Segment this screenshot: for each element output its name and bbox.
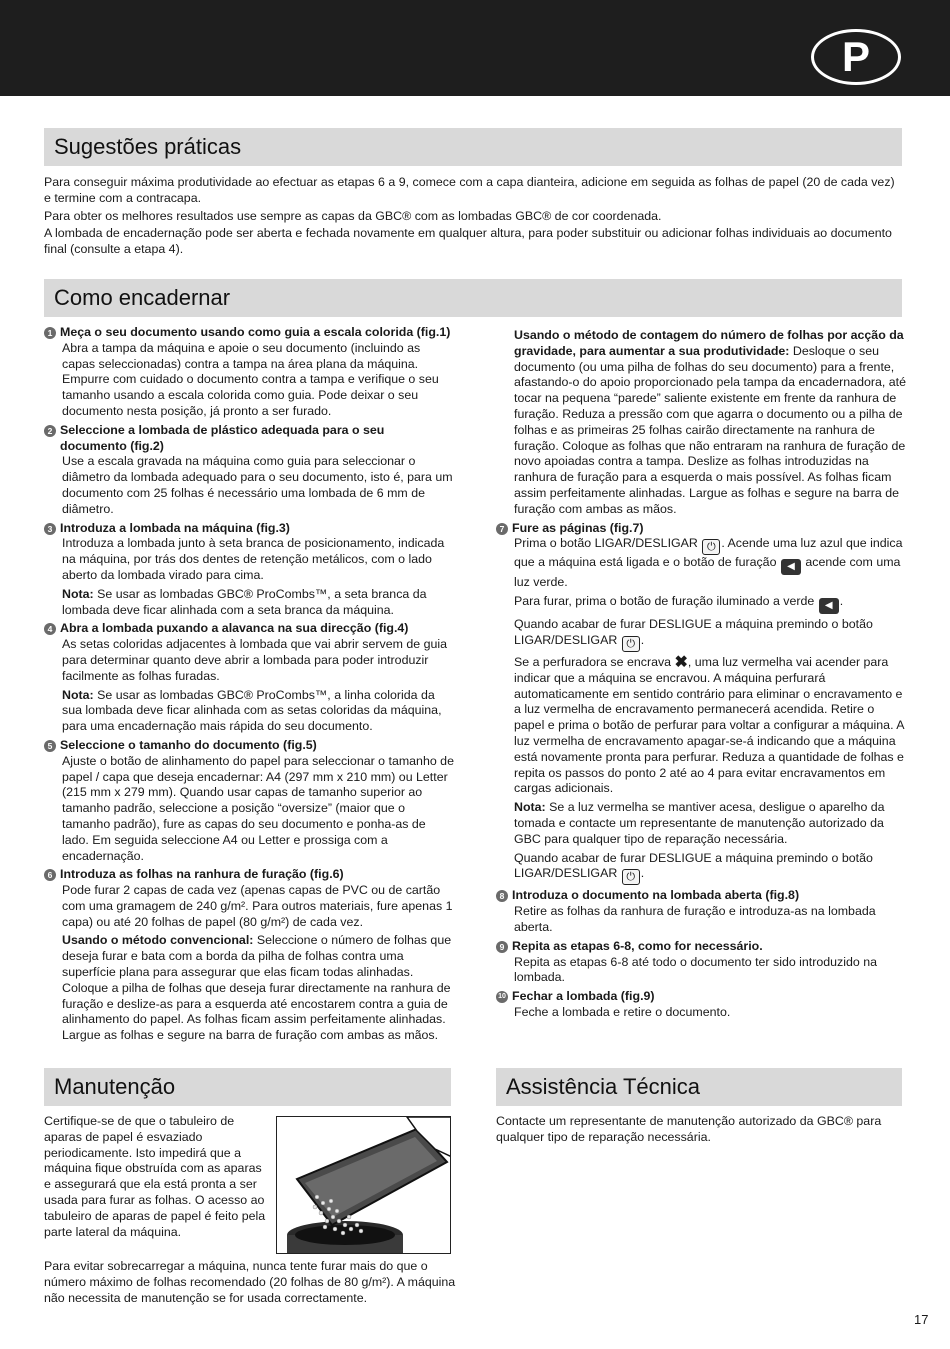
note-label: Nota:: [514, 800, 546, 815]
step-8: [496, 888, 906, 935]
power-icon: ⏻: [702, 539, 720, 555]
punch-button-icon: ◀: [781, 559, 801, 575]
method-conventional: [60, 933, 454, 1044]
section-title-binding: Como encadernar: [44, 279, 902, 317]
step-3: [44, 521, 454, 619]
method-text: Desloque o seu documento (ou uma pilha de folhas do seu documento) para a frente, afastando-o do apoio proporcionado pela tampa da encadernadora, até tocar na pequena “parede” saliente existente em frente da ranhura de furação. Reduza a pressão com que agarra o documento ou a pilha de folhas e as primeiras 25 folhas cairão directamente na ranhura de furação. Coloque as folhas que não entraram na ranhura de furação de novo apoiadas contra a tampa. Deslize as folhas introduzidas na ranhura de furação para a esquerda o mais possível. As folhas ficam assim perfeitamente alinhadas. Largue as folhas e segure na barra de furação com ambas as mãos.: [514, 343, 906, 516]
jam-x-icon: ✖: [674, 653, 688, 671]
step-heading: Fechar a lombada (fig.9): [512, 989, 655, 1004]
step-heading: Introduza as folhas na ranhura de furação (fig.6): [60, 867, 344, 882]
step-text: Quando acabar de furar DESLIGUE a máquina premindo o botão LIGAR/DESLIGAR: [514, 617, 873, 647]
maintenance-text-2: [44, 1259, 456, 1308]
waste-tray-illustration: [276, 1116, 451, 1254]
step-6-continued: [496, 328, 906, 518]
maintenance-paragraph: Para evitar sobrecarregar a máquina, nunca tente furar mais do que o número máximo de folhas recomendado (20 folhas de 80 g/m²). A máquina não necessita de manutenção se for usada correctamente.: [44, 1259, 456, 1305]
step-note: [512, 800, 906, 847]
tips-paragraph: Para obter os melhores resultados use sempre as capas da GBC® com as lombadas GBC® de cor coordenada.: [44, 208, 662, 223]
step-body: As setas coloridas adjacentes à lombada que vai abrir servem de guia para determinar quanto deve abrir a lombada para poder introduzir facilmente as folhas furadas.: [62, 637, 448, 683]
note-text: Se a luz vermelha se mantiver acesa, desligue o aparelho da tomada e contacte um representante de manutenção autorizado da GBC para qualquer tipo de reparação necessária.: [514, 800, 885, 846]
step-heading: Fure as páginas (fig.7): [512, 520, 644, 535]
step-10: [496, 989, 906, 1021]
punch-button-icon: ◀: [819, 598, 839, 614]
step-body: [512, 617, 906, 652]
step-heading: Introduza a lombada na máquina (fig.3): [60, 520, 290, 535]
step-body: [512, 851, 906, 886]
step-number: 1: [44, 327, 56, 339]
method-label: Usando o método convencional:: [62, 933, 254, 948]
step-number: 6: [44, 869, 56, 881]
step-text: . Acende uma luz azul que indica que a máquina está ligada e o botão de furação: [514, 536, 903, 570]
step-number: 5: [44, 740, 56, 752]
section-title-tips: Sugestões práticas: [44, 128, 902, 166]
step-body: [512, 594, 906, 614]
step-body: Ajuste o botão de alinhamento do papel para seleccionar o tamanho de papel / capa que deseja encadernar: A4 (297 mm x 210 mm) ou Letter (215 mm x 279 mm). Quando usar capas de tamanho superior ao tamanho padrão, seleccione a posição “oversize” (maior que o tamanho padrão), fure as capas do seu documento e ponha-as de lado. Em seguida seleccione A4 ou Letter e prossiga com a encadernação.: [62, 753, 454, 863]
binding-left-column: [44, 325, 454, 1044]
section-title-maintenance: Manutenção: [44, 1068, 451, 1106]
power-icon: ⏻: [622, 869, 640, 885]
language-badge: P: [811, 29, 901, 85]
step-heading: Introduza o documento na lombada aberta (fig.8): [512, 888, 800, 903]
step-text: Se a perfuradora se encrava: [514, 654, 672, 669]
note-text: Se usar as lombadas GBC® ProCombs™, a seta branca da lombada deve ficar alinhada com a seta branca da máquina.: [62, 586, 427, 617]
step-9: [496, 939, 906, 986]
step-body: Introduza a lombada junto à seta branca de posicionamento, indicada na máquina, por trás dos dentes de retenção metálicos, com o lado aberto da lombada virado para cima.: [62, 536, 445, 582]
step-heading: Meça o seu documento usando como guia a escala colorida (fig.1): [60, 325, 451, 339]
step-heading: Repita as etapas 6-8, como for necessário.: [512, 938, 763, 953]
note-label: Nota:: [62, 586, 94, 601]
tips-paragraph: A lombada de encadernação pode ser aberta e fechada novamente em qualquer altura, para poder substituir ou adicionar folhas individuais ao documento final (consulte a etapa 4).: [44, 226, 892, 257]
step-body: Feche a lombada e retire o documento.: [514, 1004, 731, 1019]
step-4: [44, 621, 454, 735]
section-title-service: Assistência Técnica: [496, 1068, 902, 1106]
method-label: Usando o método de contagem do número de folhas por acção da gravidade, para aumentar a sua produtividade:: [514, 328, 904, 358]
step-number: 4: [44, 623, 56, 635]
step-body: [512, 655, 906, 797]
step-number: 10: [496, 991, 508, 1003]
step-text: , uma luz vermelha vai acender para indicar que a máquina se encravou. A máquina perfurará automaticamente em sentido contrário para eliminar o encravamento e a luz vermelha de encravamento permanecerá acendida. Retire o papel e prima o botão de perfurar para voltar a configurar a máquina. A luz vermelha de encravamento apagar-se-á indicando que a máquina está novamente pronta para perfurar. Reduza a quantidade de folhas e repita os passos do ponto 2 até ao 4 para evitar encravamentos em cargas adicionais.: [514, 654, 904, 796]
step-number: 7: [496, 523, 508, 535]
note-label: Nota:: [62, 687, 94, 702]
note-text: Se usar as lombadas GBC® ProCombs™, a linha colorida da sua lombada deve ficar alinhada com as setas coloridas da máquina, para uma encadernação mais rápida do seu documento.: [62, 687, 442, 734]
step-6: [44, 867, 454, 1044]
method-text: Seleccione o número de folhas que deseja furar e bata com a borda da pilha de folhas contra uma superfície plana para assegurar que elas ficam todas alinhadas. Coloque a pilha de folhas que deseja furar directamente na ranhura de furação e deslize-as para a esquerda até encostarem contra a guia de alinhamento do papel. As folhas ficam assim perfeitamente alinhadas. Largue as folhas e segure na barra de furação com ambas as mãos.: [62, 933, 452, 1043]
maintenance-paragraph: Certifique-se de que o tabuleiro de aparas de papel é esvaziado periodicamente. Isto impedirá que a máquina fique obstruída com as aparas e assegurará que ela está pronta a ser usada para furar as folhas. O acesso ao tabuleiro de aparas de papel é feito pela parte lateral da máquina.: [44, 1114, 266, 1239]
method-gravity: [512, 328, 906, 518]
tips-paragraph: Para conseguir máxima produtividade ao efectuar as etapas 6 a 9, comece com a capa dianteira, adicione em seguida as folhas de papel (20 de cada vez) e termine com a contracapa.: [44, 175, 895, 205]
step-text: acende com uma luz verde.: [514, 555, 901, 590]
step-body: Abra a tampa da máquina e apoie o seu documento (incluindo as capas seleccionadas) contra a tampa na área plana da máquina. Empurre com cuidado o documento contra a tampa e verifique o seu tamanho usando a escala colorida como guia. Pode deixar o seu documento nesta posição, já pronto a ser furado.: [62, 340, 439, 418]
step-heading: Seleccione a lombada de plástico adequada para o seu documento (fig.2): [60, 422, 385, 453]
service-paragraph: Contacte um representante de manutenção autorizado da GBC® para qualquer tipo de reparação necessária.: [496, 1114, 882, 1144]
step-body: Use a escala gravada na máquina como guia para seleccionar o diâmetro da lombada adequado para o seu documento, isto é, para um documento com 25 folhas é necessário uma lombada de 6 mm de diâmetro.: [62, 454, 453, 516]
step-body: Retire as folhas da ranhura de furação e introduza-as na lombada aberta.: [514, 904, 876, 934]
step-text: Prima o botão LIGAR/DESLIGAR: [514, 536, 698, 551]
step-number: 8: [496, 890, 508, 902]
maintenance-text: [44, 1114, 268, 1242]
step-body: Pode furar 2 capas de cada vez (apenas capas de PVC ou de cartão com uma gramagem de 240 g/m². Para outros materiais, fure apenas 1 capa) ou até 20 folhas de papel (80 g/m²) de cada vez.: [62, 883, 453, 929]
step-text: .: [640, 632, 645, 647]
tips-text: [44, 175, 902, 260]
step-text: .: [839, 594, 844, 609]
step-2: [44, 423, 454, 518]
step-number: 3: [44, 523, 56, 535]
step-heading: Seleccione o tamanho do documento (fig.5): [60, 737, 317, 752]
binding-right-column: [496, 325, 906, 1021]
step-note: [60, 688, 454, 735]
step-7: [496, 521, 906, 886]
step-number: 9: [496, 941, 508, 953]
step-5: [44, 738, 454, 864]
step-number: 2: [44, 425, 56, 437]
step-body: [512, 536, 906, 591]
step-heading: Abra a lombada puxando a alavanca na sua direcção (fig.4): [60, 621, 409, 636]
service-text: [496, 1114, 902, 1148]
step-text: Para furar, prima o botão de furação iluminado a verde: [514, 594, 815, 609]
step-text: Quando acabar de furar DESLIGUE a máquina premindo o botão LIGAR/DESLIGAR: [514, 850, 873, 881]
step-1: [44, 325, 454, 420]
header-bar: [0, 0, 950, 96]
step-text: .: [640, 866, 645, 881]
step-note: [60, 587, 454, 619]
power-icon: ⏻: [622, 636, 640, 652]
step-body: Repita as etapas 6-8 até todo o documento ter sido introduzido na lombada.: [514, 954, 878, 985]
page-number: 17: [914, 1312, 929, 1327]
